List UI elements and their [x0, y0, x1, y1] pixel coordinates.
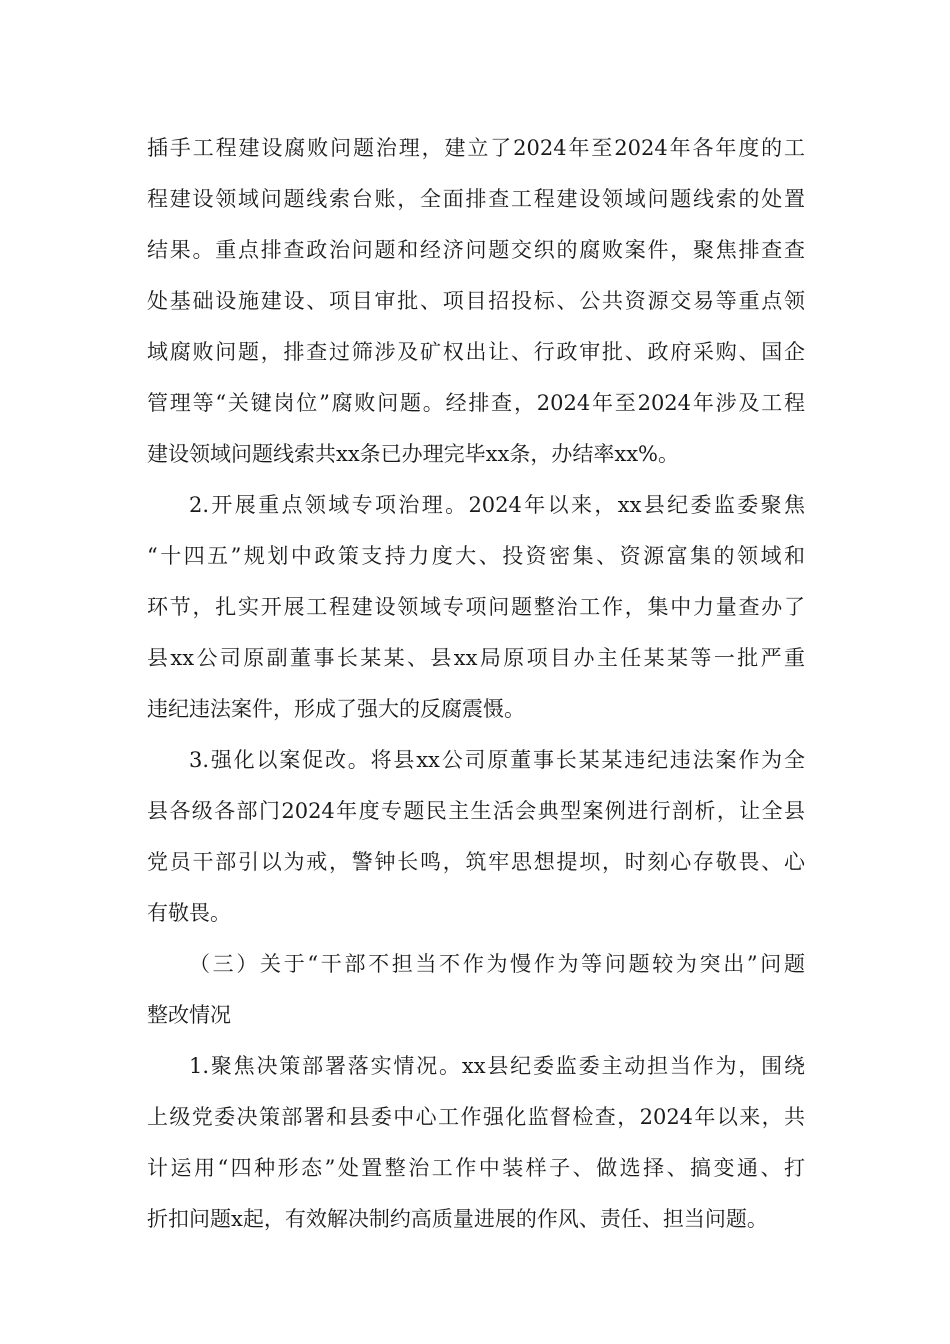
text-line: 3.强化以案促改。将县xx公司原董事长某某违纪违法案作为全	[189, 748, 805, 772]
body-text	[147, 123, 805, 1245]
text-line: 党员干部引以为戒，警钟长鸣，筑牢思想提坝，时刻心存敬畏、心	[147, 850, 805, 874]
paragraph	[147, 123, 805, 480]
text-line: 程建设领域问题线索台账，全面排查工程建设领域问题线索的处置	[147, 187, 805, 211]
text-line: 违纪违法案件，形成了强大的反腐震慑。	[147, 697, 525, 721]
text-line: 2.开展重点领域专项治理。2024年以来，xx县纪委监委聚焦	[189, 493, 805, 517]
text-line: 处基础设施建设、项目审批、项目招投标、公共资源交易等重点领	[147, 289, 805, 313]
text-line: 域腐败问题，排查过筛涉及矿权出让、行政审批、政府采购、国企	[147, 340, 805, 364]
text-line: 管理等“关键岗位”腐败问题。经排查，2024年至2024年涉及工程	[147, 391, 805, 415]
text-line: 环节，扎实开展工程建设领域专项问题整治工作，集中力量查办了	[147, 595, 805, 619]
text-line: 1.聚焦决策部署落实情况。xx县纪委监委主动担当作为，围绕	[189, 1054, 805, 1078]
text-line: 上级党委决策部署和县委中心工作强化监督检查，2024年以来，共	[147, 1105, 805, 1129]
text-line: 有敬畏。	[147, 901, 231, 925]
text-line: 整改情况	[147, 1003, 231, 1027]
text-line: 建设领域问题线索共xx条已办理完毕xx条，办结率xx%。	[147, 442, 680, 466]
text-line: 县xx公司原副董事长某某、县xx局原项目办主任某某等一批严重	[147, 646, 805, 670]
text-line: 结果。重点排查政治问题和经济问题交织的腐败案件，聚焦排查查	[147, 238, 805, 262]
paragraph	[147, 1041, 805, 1245]
text-line: 插手工程建设腐败问题治理，建立了2024年至2024年各年度的工	[147, 136, 805, 160]
paragraph	[147, 735, 805, 939]
text-line: （三）关于“干部不担当不作为慢作为等问题较为突出”问题	[189, 952, 805, 976]
text-line: 县各级各部门2024年度专题民主生活会典型案例进行剖析，让全县	[147, 799, 805, 823]
section-heading	[147, 939, 805, 1041]
paragraph	[147, 480, 805, 735]
text-line: 折扣问题x起，有效解决制约高质量进展的作风、责任、担当问题。	[147, 1207, 768, 1231]
text-line: “十四五”规划中政策支持力度大、投资密集、资源富集的领域和	[147, 544, 805, 568]
text-line: 计运用“四种形态”处置整治工作中装样子、做选择、搞变通、打	[147, 1156, 805, 1180]
